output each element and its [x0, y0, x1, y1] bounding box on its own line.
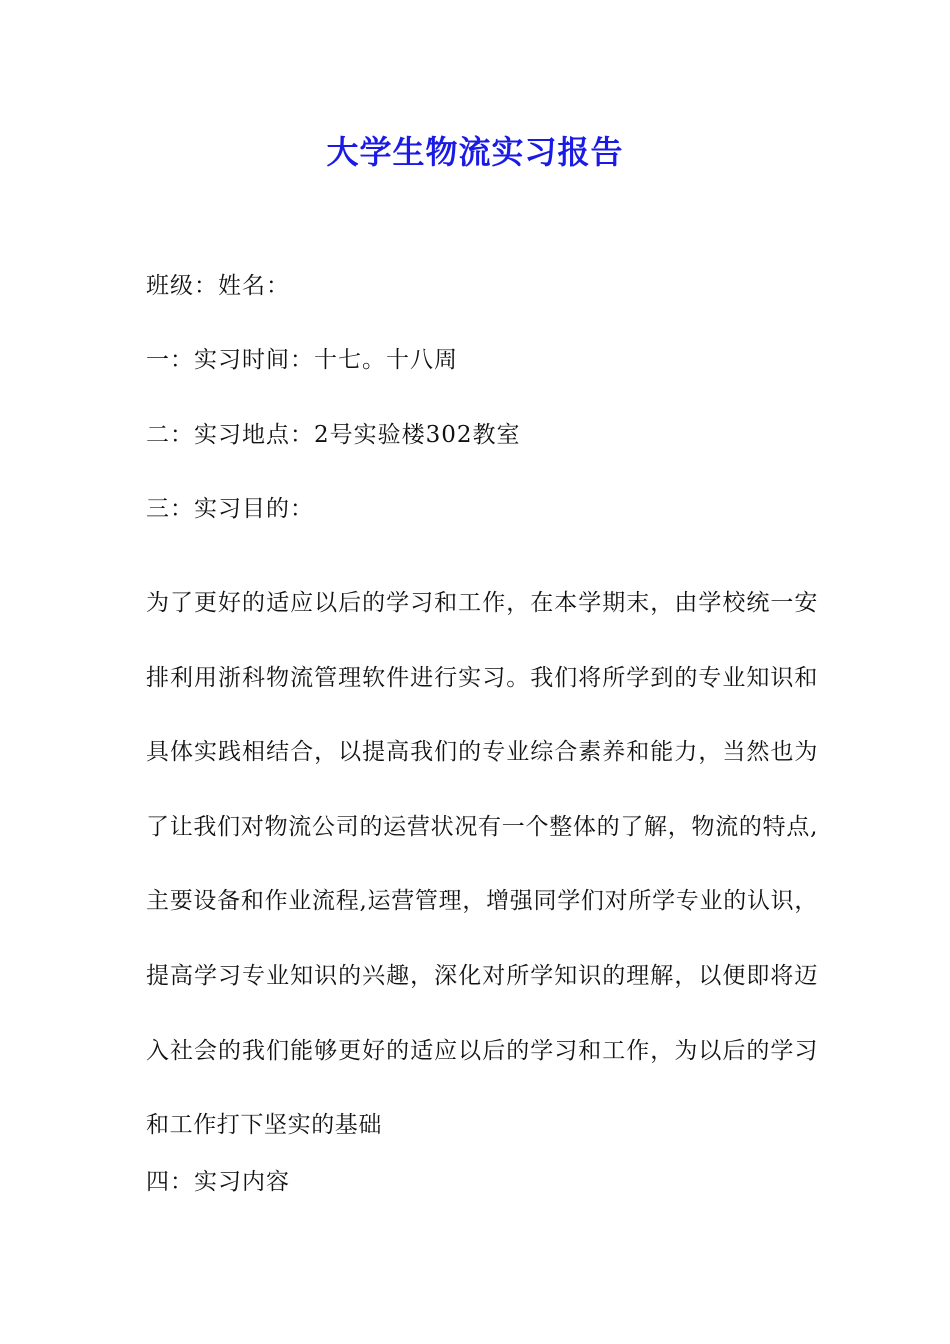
internship-content-heading: 四：实习内容: [146, 1169, 290, 1195]
internship-place-line: 二：实习地点：2号实验楼302教室: [146, 422, 521, 448]
class-name-line: 班级：姓名：: [146, 273, 290, 299]
internship-purpose-heading: 三：实习目的：: [146, 496, 314, 522]
document-title: 大学生物流实习报告: [326, 133, 624, 171]
internship-purpose-paragraph: 为了更好的适应以后的学习和工作，在本学期末，由学校统一安排利用浙科物流管理软件进行实习。我们将所学到的专业知识和具体实践相结合，以提高我们的专业综合素养和能力，当然也为了让我们对物流公司的运营状况有一个整体的了解，物流的特点,主要设备和作业流程,运营管理，增强同学们对所学专业的认识，提高学习专业知识的兴趣，深化对所学知识的理解，以便即将迈入社会的我们能够更好的适应以后的学习和工作，为以后的学习和工作打下坚实的基础: [146, 590, 818, 1139]
internship-time-line: 一：实习时间：十七。十八周: [146, 347, 458, 373]
